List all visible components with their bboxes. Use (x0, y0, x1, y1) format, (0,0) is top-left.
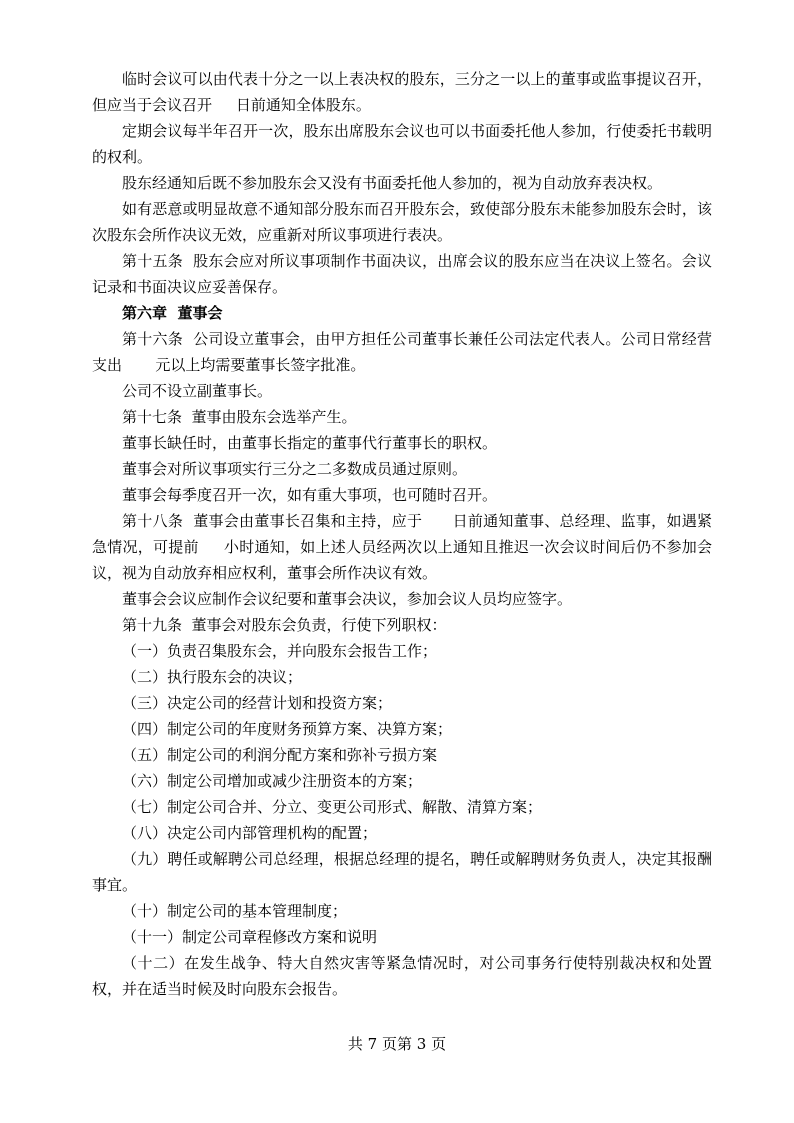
list-item: （一）负责召集股东会，并向股东会报告工作； (122, 642, 438, 660)
list-item: （二）执行股东会的决议； (122, 668, 303, 686)
paragraph: 董事会会议应制作会议纪要和董事会决议，参加会议人员均应签字。 (122, 590, 573, 608)
paragraph: 第十六条 公司设立董事会，由甲方担任公司董事长兼任公司法定代表人。公司日常经营支出 元以上均需要董事长签字批准。 (92, 330, 712, 374)
paragraph: 第十五条 股东会应对所议事项制作书面决议，出席会议的股东应当在决议上签名。会议记录和书面决议应妥善保存。 (92, 252, 712, 296)
paragraph: 董事长缺任时，由董事长指定的董事代行董事长的职权。 (122, 434, 498, 452)
list-item: （十二）在发生战争、特大自然灾害等紧急情况时，对公司事务行使特别裁决权和处置权，并在适当时候及时向股东会报告。 (92, 954, 712, 998)
paragraph: 董事会对所议事项实行三分之二多数成员通过原则。 (122, 460, 468, 478)
paragraph: 公司不设立副董事长。 (122, 382, 273, 400)
paragraph: 第十九条 董事会对股东会负责，行使下列职权： (122, 616, 447, 634)
paragraph: 如有恶意或明显故意不通知部分股东而召开股东会，致使部分股东未能参加股东会时，该次股东会所作决议无效，应重新对所议事项进行表决。 (92, 200, 712, 244)
document-body (92, 66, 712, 1002)
list-item: （六）制定公司增加或减少注册资本的方案； (122, 772, 423, 790)
list-item: （十一）制定公司章程修改方案和说明 (122, 928, 378, 946)
list-item: （七）制定公司合并、分立、变更公司形式、解散、清算方案； (122, 798, 543, 816)
list-item: （十）制定公司的基本管理制度； (122, 902, 348, 920)
paragraph: 第十七条 董事由股东会选举产生。 (122, 408, 357, 426)
paragraph: 股东经通知后既不参加股东会又没有书面委托他人参加的，视为自动放弃表决权。 (122, 174, 663, 192)
list-item: （三）决定公司的经营计划和投资方案； (122, 694, 393, 712)
list-item: （四）制定公司的年度财务预算方案、决算方案； (122, 720, 453, 738)
list-item: （九）聘任或解聘公司总经理，根据总经理的提名，聘任或解聘财务负责人，决定其报酬事宜。 (92, 850, 712, 894)
paragraph: 定期会议每半年召开一次，股东出席股东会议也可以书面委托他人参加，行使委托书载明的权利。 (92, 122, 712, 166)
list-item: （八）决定公司内部管理机构的配置； (122, 824, 378, 842)
paragraph: 第十八条 董事会由董事长召集和主持，应于 日前通知董事、总经理、监事，如遇紧急情况，可提前 小时通知，如上述人员经两次以上通知且推迟一次会议时间后仍不参加会议，视为自动放弃相应权利，董事会所作决议有效。 (92, 512, 712, 582)
chapter-heading: 第六章 董事会 (122, 304, 223, 322)
list-item: （五）制定公司的利润分配方案和弥补亏损方案 (122, 746, 438, 764)
paragraph: 董事会每季度召开一次，如有重大事项，也可随时召开。 (122, 486, 498, 504)
paragraph: 临时会议可以由代表十分之一以上表决权的股东，三分之一以上的董事或监事提议召开，但应当于会议召开 日前通知全体股东。 (92, 70, 712, 114)
page-footer: 共 7 页第 3 页 (347, 1035, 447, 1053)
